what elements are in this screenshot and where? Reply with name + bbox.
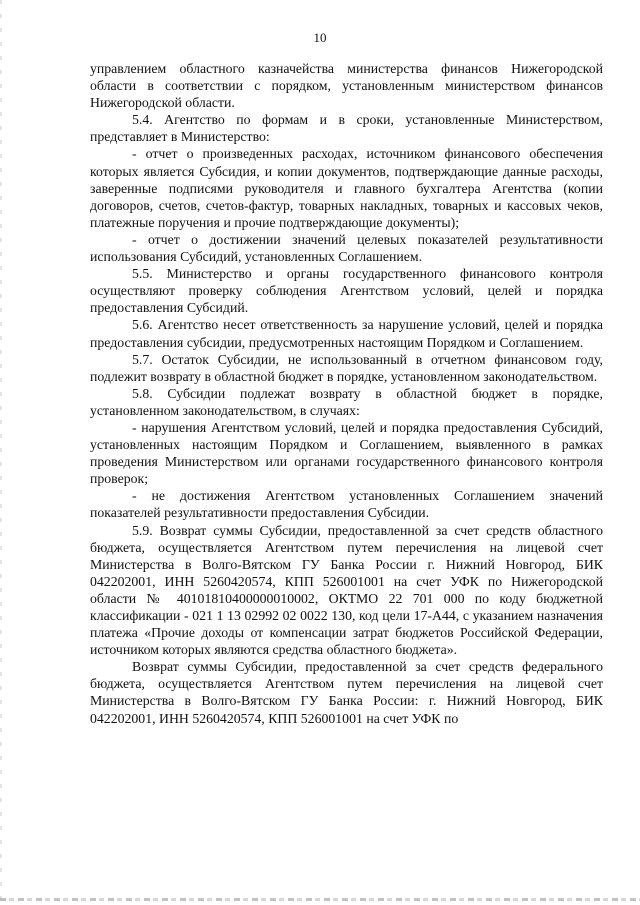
paragraph-5-9-federal: Возврат суммы Субсидии, предоставленной за счет средств федерального бюджета, осуществляется Агентством путем перечисления на лицевой счет Министерства в Волго-Вятском ГУ Банка России: г. Нижний Новгород, БИК 042202001, ИНН 5260420574, КПП 526001001 на счет УФК по	[90, 659, 603, 726]
paragraph-5-9: 5.9. Возврат суммы Субсидии, предоставленной за счет средств областного бюджета, осуществляется Агентством путем перечисления на лицевой счет Министерства в Волго-Вятском ГУ Банка России г. Нижний Новгород, БИК 042202001, ИНН 5260420574, КПП 526001001 на счет УФК по Нижегородской области № 40101810400000010002, ОКТМО 22 701 000 по коду бюджетной классификации - 021 1 13 02992 02 0022 130, код цели 17-А44, с указанием назначения платежа «Прочие доходы от компенсации затрат бюджетов Российской Федерации, источником которых являются средства областного бюджета».	[90, 522, 603, 658]
paragraph-5-4: 5.4. Агентство по формам и в сроки, установленные Министерством, представляет в Министерство:	[90, 112, 603, 145]
paragraph-5-4-item-1: - отчет о произведенных расходах, источником финансового обеспечения которых является Субсидия, и копии документов, подтверждающие данные расходы, заверенные подписями руководителя и главного бухгалтера Агентства (копии договоров, счетов, счетов-фактур, товарных накладных, товарных и кассовых чеков, платежные поручения и прочие подтверждающие документы);	[90, 146, 603, 230]
paragraph-5-8-item-1: - нарушения Агентством условий, целей и порядка предоставления Субсидий, установленных настоящим Порядком и Соглашением, выявленного в рамках проведения Министерством или органами государственного финансового контроля проверок;	[90, 419, 603, 487]
paragraph-5-5: 5.5. Министерство и органы государственного финансового контроля осуществляют проверку соблюдения Агентством условий, целей и порядка предоставления Субсидий.	[90, 266, 603, 316]
paragraph-5-8-item-2: - не достижения Агентством установленных Соглашением значений показателей результативности предоставления Субсидии.	[90, 488, 603, 521]
paragraph-5-7: 5.7. Остаток Субсидии, не использованный в отчетном финансовом году, подлежит возврату в областной бюджет в порядке, установленном законодательством.	[90, 351, 603, 384]
scan-edge-artifact	[0, 0, 2, 905]
document-body	[90, 60, 603, 727]
scan-bottom-artifact	[0, 898, 640, 901]
paragraph-5-4-item-2: - отчет о достижении значений целевых показателей результативности использования Субсидий, установленных Соглашением.	[90, 231, 603, 265]
paragraph-0: управлением областного казначейства министерства финансов Нижегородской области в соответствии с порядком, установленным министерством финансов Нижегородской области.	[90, 61, 603, 111]
page-number: 10	[313, 30, 327, 45]
paragraph-5-6: 5.6. Агентство несет ответственность за нарушение условий, целей и порядка предоставления субсидии, предусмотренных настоящим Порядком и Соглашением.	[90, 317, 603, 350]
paragraph-5-8: 5.8. Субсидии подлежат возврату в областной бюджет в порядке, установленном законодательством, в случаях:	[90, 385, 603, 418]
